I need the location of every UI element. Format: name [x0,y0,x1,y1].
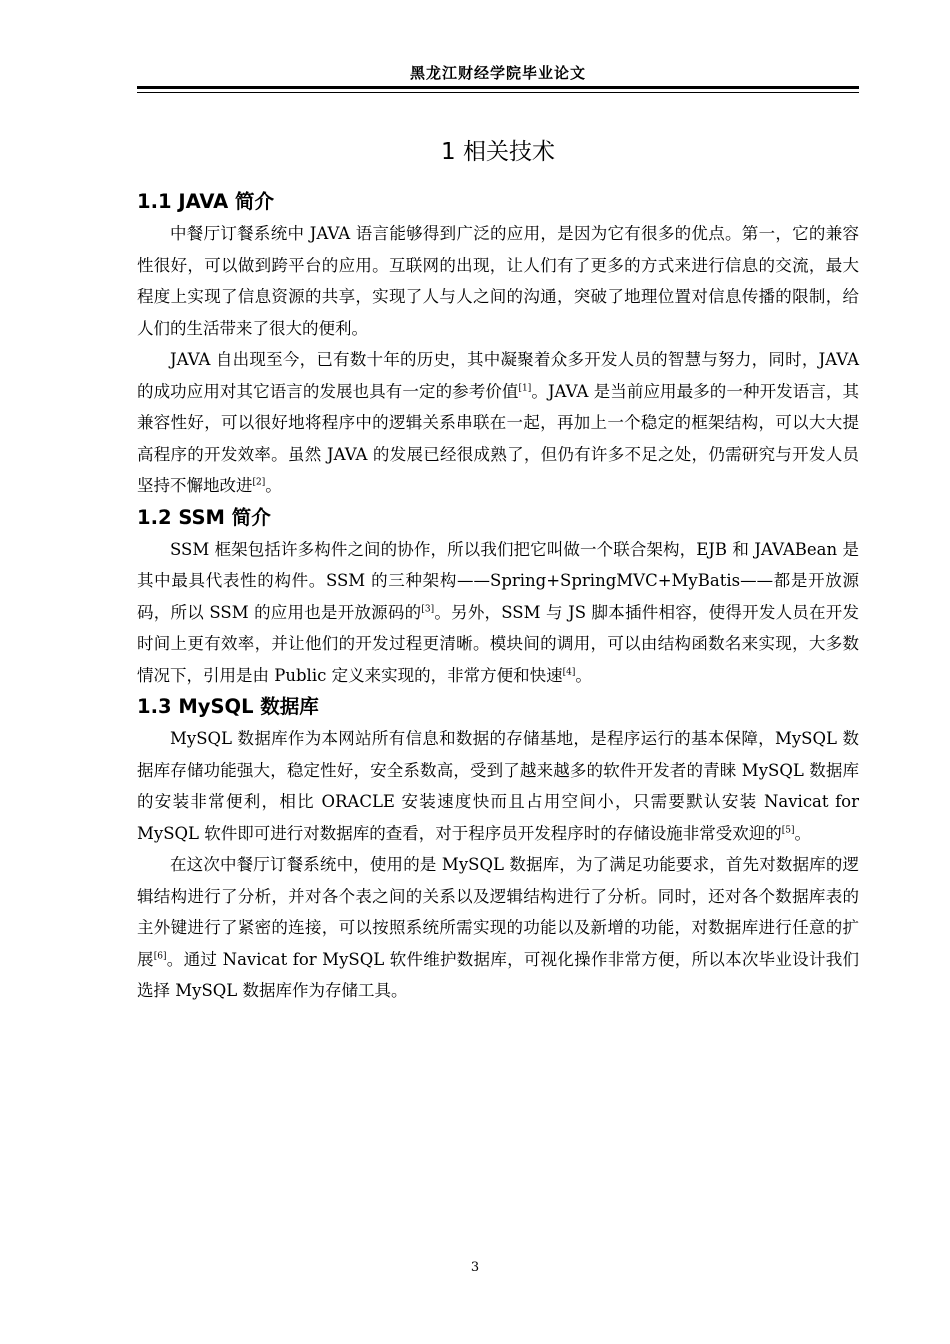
citation-mark: [1] [518,383,532,393]
citation-mark: [3] [421,604,435,614]
citation-mark: [2] [252,477,266,488]
header-rule-thick [137,86,859,89]
page-number: 3 [470,1260,480,1275]
paragraph-text: 。 [794,823,811,843]
paragraph [137,344,859,502]
document-body [137,186,859,1007]
page-header: 黑龙江财经学院毕业论文 [409,64,586,82]
paragraph-text: MySQL 数据库作为本网站所有信息和数据的存储基地，是程序运行的基本保障，MySQL 数据库存储功能强大，稳定性好，安全系数高，受到了越来越多的软件开发者的青睐 MySQL 数据库的安装非常便利，相比 ORACLE 安装速度快而且占用空间小，只需要默认安装 Navicat for MySQL 软件即可进行对数据库的查看，对于程序员开发程序时的存储设施非常受欢迎的 [137,729,859,843]
section-heading: 1.1 JAVA 简介 [137,190,275,213]
section-heading: 1.2 SSM 简介 [137,505,271,529]
paragraph-text: 。JAVA 是当前应用最多的一种开发语言，其兼容性好，可以很好地将程序中的逻辑关系串联在一起，再加上一个稳定的框架结构，可以大大提高程序的开发效率。虽然 JAVA 的发展已经很成熟了，但仍有许多不足之处，仍需研究与开发人员坚持不懈地改进 [137,381,860,495]
paragraph-text: 中餐厅订餐系统中 JAVA 语言能够得到广泛的应用，是因为它有很多的优点。第一，它的兼容性很好，可以做到跨平台的应用。互联网的出现，让人们有了更多的方式来进行信息的交流，最大程度上实现了信息资源的共享，实现了人与人之间的沟通，突破了地理位置对信息传播的限制，给人们的生活带来了很大的便利。 [137,224,859,338]
section-heading: 1.3 MySQL 数据库 [137,695,319,718]
section-1-3 [137,691,859,1007]
paragraph-text: 。另外，SSM 与 JS 脚本插件相容，使得开发人员在开发时间上更有效率，并让他们的开发过程更清晰。模块间的调用，可以由结构函数名来实现，大多数情况下，引用是由 Public 定义来实现的，非常方便和快速 [137,602,859,685]
citation-mark: [5] [781,825,795,835]
section-1-2 [137,502,859,692]
paragraph-text: 。通过 Navicat for MySQL 软件维护数据库，可视化操作非常方便，所以本次毕业设计我们选择 MySQL 数据库作为存储工具。 [137,949,860,1000]
paragraph-text: 。 [265,476,282,495]
paragraph-text: 在这次中餐厅订餐系统中，使用的是 MySQL 数据库，为了满足功能要求，首先对数据库的逻辑结构进行了分析，并对各个表之间的关系以及逻辑结构进行了分析。同时，还对各个数据库表的主外键进行了紧密的连接，可以按照系统所需实现的功能以及新增的功能，对数据库进行任意的扩展 [137,855,859,969]
paragraph-text: SSM 框架包括许多构件之间的协作，所以我们把它叫做一个联合架构，EJB 和 JAVABean 是其中最具代表性的构件。SSM 的三种架构——Spring+SpringMVC+MyBatis——都是开放源码，所以 SSM 的应用也是开放源码的 [137,539,859,622]
chapter-title: 1 相关技术 [441,139,555,165]
paragraph [137,849,859,1007]
paragraph [137,723,859,849]
paragraph [137,534,859,692]
paragraph-text: 。 [575,665,592,685]
section-1-1 [137,186,859,502]
citation-mark: [4] [562,667,576,677]
paragraph-text: JAVA 自出现至今，已有数十年的历史，其中凝聚着众多开发人员的智慧与努力，同时，JAVA 的成功应用对其它语言的发展也具有一定的参考价值 [137,350,859,401]
citation-mark: [6] [153,951,167,961]
header-rule-thin [137,92,859,93]
paragraph [137,218,859,344]
